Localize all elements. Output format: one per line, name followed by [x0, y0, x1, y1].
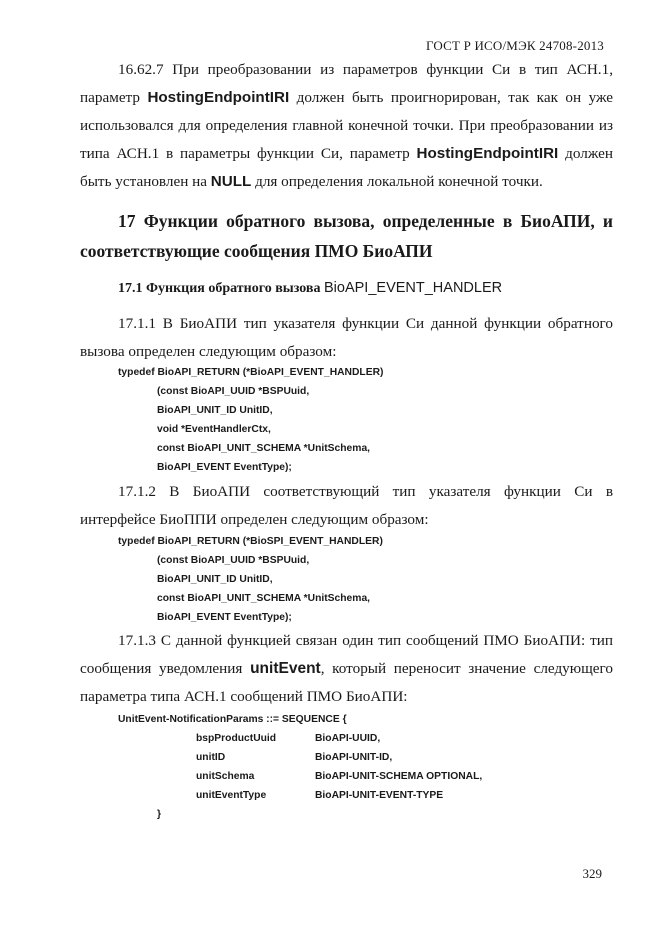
- heading2-prefix: 17.1 Функция обратного вызова: [118, 281, 324, 296]
- code-line: (const BioAPI_UUID *BSPUuid,: [157, 555, 310, 566]
- para1-text-3: должен быть установлен на: [80, 145, 613, 190]
- asn1-type: BioAPI-UNIT-ID,: [315, 752, 393, 763]
- para4-text-1: 17.1.3 С данной функцией связан один тип сообщений ПМО БиоАПИ: тип сообщения уведомления: [80, 632, 613, 677]
- para1-text-1: 16.62.7 При преобразовании из параметров функции Си в тип АСН.1, параметр: [80, 61, 613, 106]
- paragraph-16-62-7: [80, 56, 613, 196]
- code-line: BioAPI_UNIT_ID UnitID,: [157, 574, 273, 585]
- code-line: const BioAPI_UNIT_SCHEMA *UnitSchema,: [157, 443, 371, 454]
- para1-keyword-2: HostingEndpointIRI: [416, 145, 559, 162]
- asn1-type: BioAPI-UNIT-EVENT-TYPE: [315, 790, 444, 801]
- para4-text-2: , который переносит значение следующего параметра типа АСН.1 сообщений ПМО БиоАПИ:: [80, 660, 613, 705]
- page-number: 329: [582, 866, 602, 881]
- para1-text-4: для определения локальной конечной точки.: [251, 173, 543, 190]
- paragraph-17-1-3: [80, 627, 613, 711]
- code-line: const BioAPI_UNIT_SCHEMA *UnitSchema,: [157, 593, 371, 604]
- running-header: ГОСТ Р ИСО/МЭК 24708-2013: [425, 38, 604, 53]
- code-line: BioAPI_EVENT EventType);: [157, 462, 292, 473]
- asn1-field: unitID: [196, 752, 226, 763]
- para4-keyword: unitEvent: [250, 660, 321, 677]
- paragraph-17-1-1: 17.1.1 В БиоАПИ тип указателя функции Си данной функции обратного вызова определен следующим образом:: [80, 315, 613, 360]
- asn1-type: BioAPI-UNIT-SCHEMA OPTIONAL,: [315, 771, 483, 782]
- code-line: typedef BioAPI_RETURN (*BioAPI_EVENT_HANDLER): [118, 367, 384, 378]
- code-line: BioAPI_UNIT_ID UnitID,: [157, 405, 273, 416]
- section-heading-17: 17 Функции обратного вызова, определенные в БиоАПИ, и соответствующие сообщения ПМО БиоАПИ: [80, 211, 613, 261]
- asn1-field: bspProductUuid: [196, 733, 277, 744]
- subsection-heading-17-1: [118, 278, 502, 299]
- asn1-title: UnitEvent-NotificationParams ::= SEQUENCE {: [118, 714, 347, 725]
- code-line: typedef BioAPI_RETURN (*BioSPI_EVENT_HANDLER): [118, 536, 383, 547]
- asn1-field: unitSchema: [196, 771, 255, 782]
- code-line: (const BioAPI_UUID *BSPUuid,: [157, 386, 310, 397]
- asn1-close: }: [157, 809, 162, 820]
- para1-text-2: должен быть проигнорирован, так как он уже использовался для определения главной конечной точки. При преобразовании из типа АСН.1 в параметры функции Си, параметр: [80, 89, 613, 162]
- paragraph-17-1-2: 17.1.2 В БиоАПИ соответствующий тип указателя функции Си в интерфейсе БиоППИ определен следующим образом:: [80, 483, 613, 528]
- para1-keyword-1: HostingEndpointIRI: [147, 89, 290, 106]
- code-line: BioAPI_EVENT EventType);: [157, 612, 292, 623]
- asn1-field: unitEventType: [196, 790, 267, 801]
- code-line: void *EventHandlerCtx,: [157, 424, 271, 435]
- asn1-type: BioAPI-UUID,: [315, 733, 381, 744]
- para1-keyword-3: NULL: [210, 173, 252, 190]
- heading2-name: BioAPI_EVENT_HANDLER: [324, 280, 503, 296]
